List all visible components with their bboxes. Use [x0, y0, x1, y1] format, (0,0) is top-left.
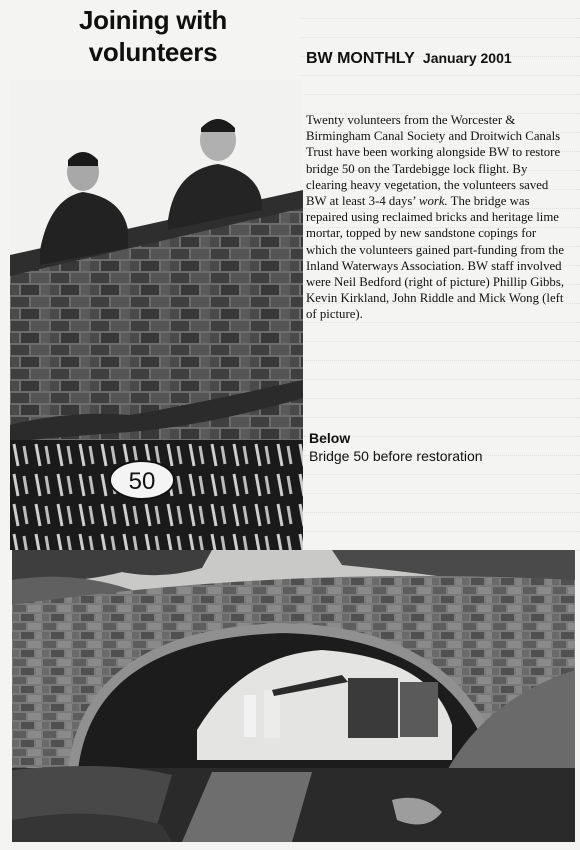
article-body-part-1: Twenty volunteers from the Worcester & Birmingham Canal Society and Droitwich Canals Trust have been working alongside BW to restore bridge 50 on the Tardebigge lock flight. By clearing heavy vegetation, the volunteers saved BW at least 3-4 days’ — [306, 113, 561, 209]
article-body — [306, 112, 568, 323]
headline — [58, 4, 248, 68]
article-body-part-2: The bridge was repaired using reclaimed bricks and heritage lime mortar, topped by new sandstone copings for which the volunteers gained part-funding from the Inland Waterways Association. BW staff involved were Neil Bedford (right of picture) Phillip Gibbs, Kevin Kirkland, John Riddle and Mick Wong (left of picture). — [306, 194, 565, 322]
caption-label: Below — [309, 430, 351, 446]
bridge-number-plate: 50 — [128, 468, 156, 495]
article-body-emphasis: work. — [418, 194, 448, 209]
issue-date: January 2001 — [422, 50, 512, 66]
headline-line-2: volunteers — [88, 37, 218, 67]
bridge-before-restoration-photo — [12, 550, 575, 842]
masthead — [306, 50, 512, 68]
volunteers-on-bridge-photo — [10, 80, 303, 550]
caption-text: Bridge 50 before restoration — [309, 448, 483, 464]
headline-line-1: Joining with — [78, 5, 228, 35]
publication-name: BW MONTHLY — [306, 50, 415, 67]
